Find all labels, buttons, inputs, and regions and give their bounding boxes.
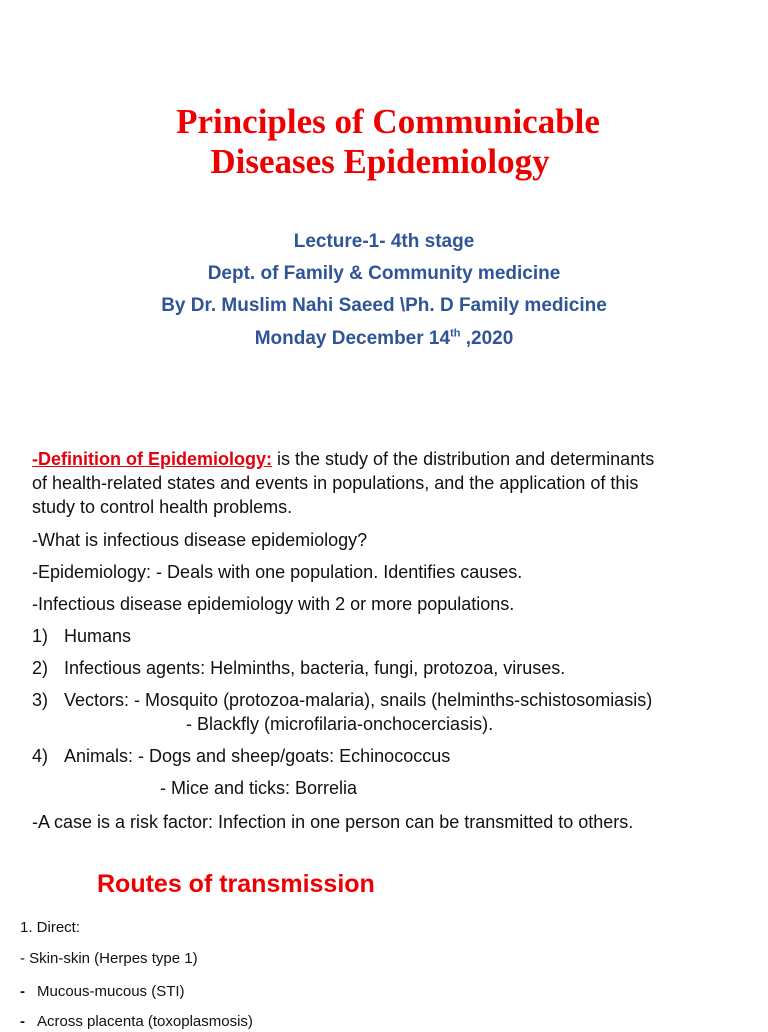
route-item (20, 1012, 253, 1032)
route-dash: - (20, 1013, 25, 1030)
route-text: Across placenta (toxoplasmosis) (37, 1013, 253, 1030)
route-dash: - (20, 950, 25, 967)
date-label (0, 327, 768, 351)
list-item (32, 688, 652, 712)
definition-line-3: study to control health problems. (32, 497, 293, 517)
list-number: 4) (32, 746, 49, 766)
case-statement: -A case is a risk factor: Infection in one person can be transmitted to others. (32, 812, 634, 832)
list-text: Vectors: - Mosquito (protozoa-malaria), snails (helminths-schistosomiasis) (64, 690, 653, 710)
infectious-question: -What is infectious disease epidemiology? (32, 530, 368, 550)
date-suffix: ,2020 (460, 328, 514, 349)
list-number: 1) (32, 626, 49, 646)
list-item-continuation: - Blackfly (microfilaria-onchocerciasis). (186, 714, 494, 734)
lecture-label: Lecture-1- 4th stage (293, 231, 475, 252)
definition-line-2: of health-related states and events in populations, and the application of this (32, 473, 639, 493)
document-title-line-2: Diseases Epidemiology (210, 142, 550, 181)
list-number: 2) (32, 658, 49, 678)
route-text: Mucous-mucous (STI) (37, 983, 185, 1000)
list-item (32, 744, 450, 768)
definition-line-1 (32, 447, 654, 471)
list-text: Infectious agents: Helminths, bacteria, fungi, protozoa, viruses. (64, 658, 566, 678)
list-text: Animals: - Dogs and sheep/goats: Echinococcus (64, 746, 451, 766)
definition-term: -Definition of Epidemiology: (32, 449, 272, 469)
route-item (20, 949, 198, 969)
definition-text-1: is the study of the distribution and determinants (271, 449, 655, 469)
date-superscript: th (450, 327, 461, 340)
list-item-continuation: - Mice and ticks: Borrelia (160, 778, 358, 798)
route-dash: - (20, 983, 25, 1000)
epidemiology-statement: -Epidemiology: - Deals with one population. Identifies causes. (32, 562, 523, 582)
infectious-epidemiology-statement: -Infectious disease epidemiology with 2 or more populations. (32, 594, 515, 614)
list-text: Humans (64, 626, 132, 646)
direct-label: 1. Direct: (20, 919, 81, 936)
route-item (20, 982, 185, 1002)
list-item (32, 624, 131, 648)
date-prefix: Monday December 14 (254, 328, 451, 349)
department-label: Dept. of Family & Community medicine (207, 263, 561, 284)
route-text: Skin-skin (Herpes type 1) (25, 950, 198, 967)
list-item (32, 656, 565, 680)
list-number: 3) (32, 690, 49, 710)
document-title-line-1: Principles of Communicable (176, 102, 600, 141)
author-label: By Dr. Muslim Nahi Saeed \Ph. D Family medicine (161, 295, 607, 316)
routes-heading: Routes of transmission (97, 870, 375, 898)
